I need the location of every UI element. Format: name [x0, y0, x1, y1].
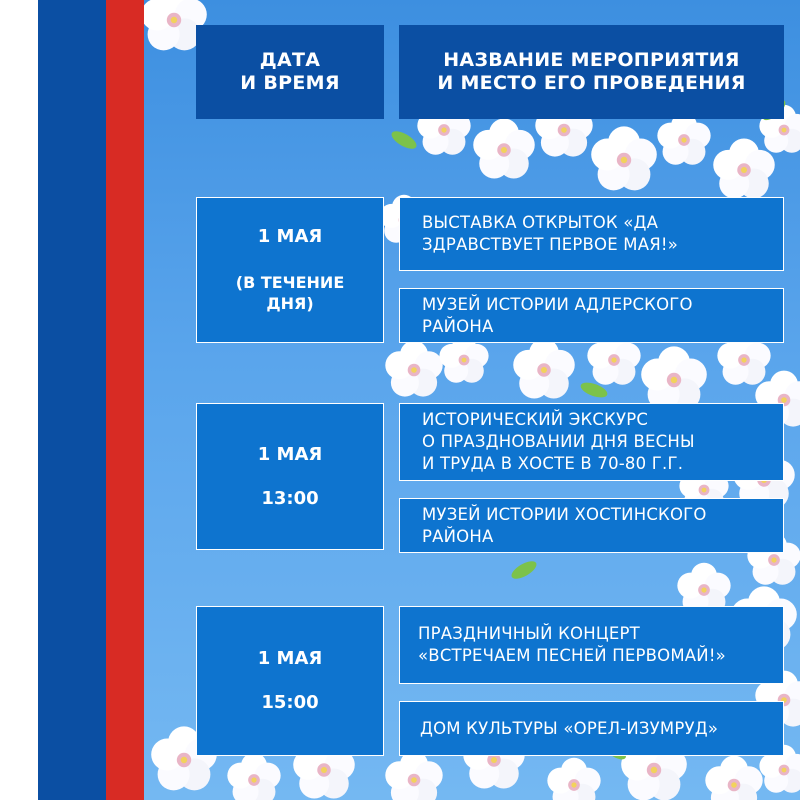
event-place-box — [399, 498, 784, 553]
event-title-box — [399, 197, 784, 271]
event-place-box — [399, 701, 784, 756]
event-date: 1 МАЯ — [257, 226, 323, 247]
left-white-margin — [0, 0, 38, 800]
event-title-line: О ПРАЗДНОВАНИИ ДНЯ ВЕСНЫ — [422, 432, 695, 451]
event-header-line: НАЗВАНИЕ МЕРОПРИЯТИЯ — [443, 49, 740, 71]
event-title-line: ВЫСТАВКА ОТКРЫТОК «ДА — [422, 213, 659, 232]
event-time: (В ТЕЧЕНИЕ — [235, 273, 345, 292]
event-date-box — [196, 403, 384, 550]
flag-stripe-red — [106, 0, 144, 800]
event-title-line: ЗДРАВСТВУЕТ ПЕРВОЕ МАЯ!» — [422, 235, 679, 254]
date-column-header — [196, 25, 384, 119]
event-place-line: МУЗЕЙ ИСТОРИИ ХОСТИНСКОГО — [422, 504, 707, 524]
event-title-box — [399, 606, 784, 684]
event-place-line: ДОМ КУЛЬТУРЫ «ОРЕЛ-ИЗУМРУД» — [420, 718, 719, 738]
event-place-line: МУЗЕЙ ИСТОРИИ АДЛЕРСКОГО — [422, 294, 693, 314]
event-title-line: ИСТОРИЧЕСКИЙ ЭКСКУРС — [422, 410, 649, 429]
event-title-line: «ВСТРЕЧАЕМ ПЕСНЕЙ ПЕРВОМАЙ!» — [418, 646, 726, 665]
event-header-line: И МЕСТО ЕГО ПРОВЕДЕНИЯ — [437, 72, 746, 94]
event-date-box — [196, 606, 384, 756]
event-time: 13:00 — [261, 487, 319, 509]
event-date: 1 МАЯ — [257, 443, 323, 465]
event-column-header — [399, 25, 784, 119]
flag-stripe-blue — [38, 0, 106, 800]
event-time: ДНЯ) — [266, 294, 314, 313]
event-place-line: РАЙОНА — [422, 526, 494, 546]
event-time: 15:00 — [261, 692, 319, 713]
event-title-line: И ТРУДА В ХОСТЕ В 70-80 Г.Г. — [422, 454, 684, 473]
event-place-line: РАЙОНА — [422, 316, 494, 336]
event-title-box — [399, 403, 784, 481]
date-header-line: И ВРЕМЯ — [240, 72, 340, 94]
event-date-box — [196, 197, 384, 343]
event-title-line: ПРАЗДНИЧНЫЙ КОНЦЕРТ — [418, 624, 640, 643]
event-place-box — [399, 288, 784, 343]
date-header-line: ДАТА — [259, 49, 321, 71]
event-date: 1 МАЯ — [257, 648, 323, 669]
